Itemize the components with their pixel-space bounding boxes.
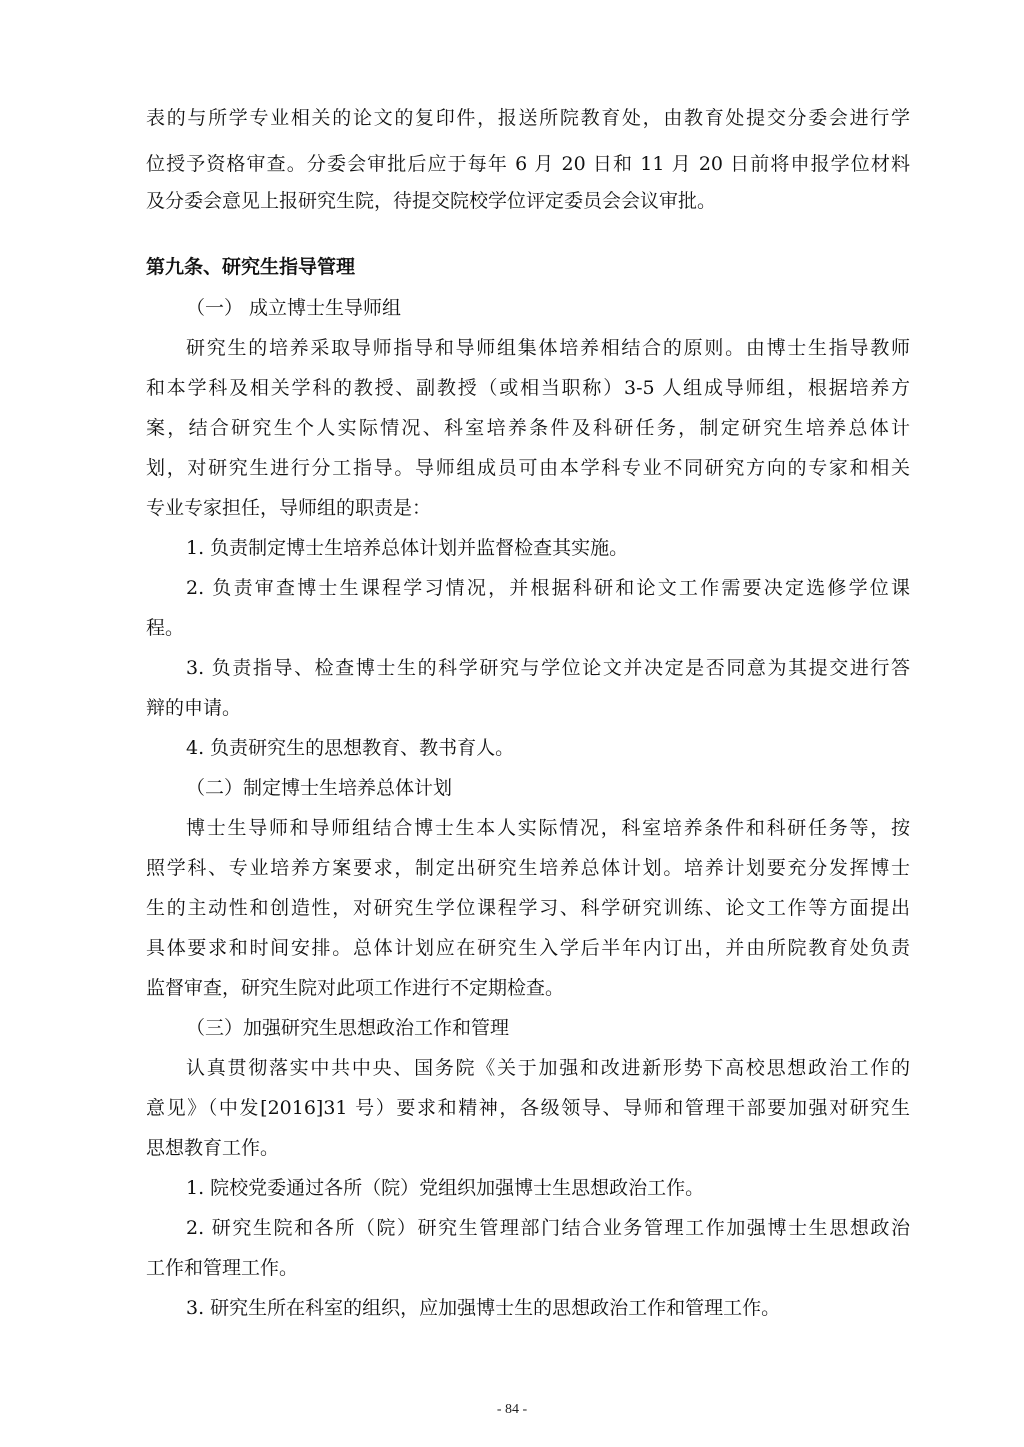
list-item: 2. 研究生院和各所（院）研究生管理部门结合业务管理工作加强博士生思想政治 xyxy=(186,1217,910,1239)
paragraph-line: 具体要求和时间安排。总体计划应在研究生入学后半年内订出，并由所院教育处负责 xyxy=(146,937,910,959)
paragraph-line: 位授予资格审查。分委会审批后应于每年 6 月 20 日和 11 月 20 日前将申报学位材料 xyxy=(146,153,910,175)
list-item: 2. 负责审查博士生课程学习情况，并根据科研和论文工作需要决定选修学位课 xyxy=(186,577,910,599)
paragraph-line: 研究生的培养采取导师指导和导师组集体培养相结合的原则。由博士生指导教师 xyxy=(186,337,910,359)
subsection-title: （二）制定博士生培养总体计划 xyxy=(186,777,453,799)
list-item-continuation: 工作和管理工作。 xyxy=(146,1257,299,1279)
paragraph-line: 案，结合研究生个人实际情况、科室培养条件及科研任务，制定研究生培养总体计 xyxy=(146,417,910,439)
paragraph-line: 思想教育工作。 xyxy=(146,1137,280,1159)
list-item-continuation: 程。 xyxy=(146,617,185,639)
list-item: 3. 负责指导、检查博士生的科学研究与学位论文并决定是否同意为其提交进行答 xyxy=(186,657,910,679)
paragraph-line: 和本学科及相关学科的教授、副教授（或相当职称）3-5 人组成导师组，根据培养方 xyxy=(146,377,910,399)
list-item: 3. 研究生所在科室的组织，应加强博士生的思想政治工作和管理工作。 xyxy=(186,1297,781,1319)
paragraph-line: 表的与所学专业相关的论文的复印件，报送所院教育处，由教育处提交分委会进行学 xyxy=(146,107,910,129)
list-item: 1. 院校党委通过各所（院）党组织加强博士生思想政治工作。 xyxy=(186,1177,705,1199)
subsection-title: （三）加强研究生思想政治工作和管理 xyxy=(186,1017,510,1039)
list-item-continuation: 辩的申请。 xyxy=(146,697,242,719)
paragraph-line: 博士生导师和导师组结合博士生本人实际情况，科室培养条件和科研任务等，按 xyxy=(186,817,910,839)
paragraph-line: 意见》（中发[2016]31 号）要求和精神，各级领导、导师和管理干部要加强对研究生 xyxy=(146,1097,910,1119)
section-heading: 第九条、研究生指导管理 xyxy=(146,256,356,278)
list-item: 1. 负责制定博士生培养总体计划并监督检查其实施。 xyxy=(186,537,629,559)
paragraph-line: 及分委会意见上报研究生院，待提交院校学位评定委员会会议审批。 xyxy=(146,190,717,212)
paragraph-line: 认真贯彻落实中共中央、国务院《关于加强和改进新形势下高校思想政治工作的 xyxy=(186,1057,910,1079)
page-number: - 84 - xyxy=(496,1402,528,1417)
list-item: 4. 负责研究生的思想教育、教书育人。 xyxy=(186,737,515,759)
subsection-title: （一） 成立博士生导师组 xyxy=(186,297,402,319)
paragraph-line: 照学科、专业培养方案要求，制定出研究生培养总体计划。培养计划要充分发挥博士 xyxy=(146,857,910,879)
paragraph-line: 划，对研究生进行分工指导。导师组成员可由本学科专业不同研究方向的专家和相关 xyxy=(146,457,910,479)
paragraph-line: 生的主动性和创造性，对研究生学位课程学习、科学研究训练、论文工作等方面提出 xyxy=(146,897,910,919)
paragraph-line: 监督审查，研究生院对此项工作进行不定期检查。 xyxy=(146,977,565,999)
paragraph-line: 专业专家担任，导师组的职责是： xyxy=(146,497,432,519)
